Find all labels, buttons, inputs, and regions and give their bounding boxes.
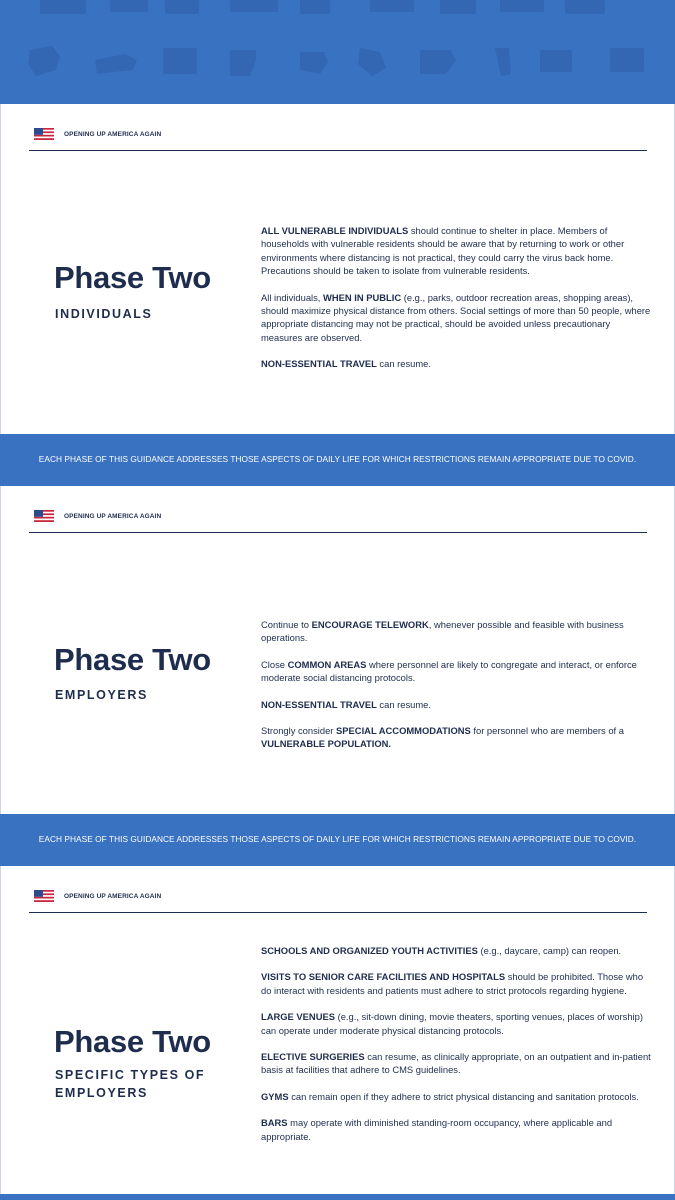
footer-text: EACH PHASE OF THIS GUIDANCE ADDRESSES THOSE ASPECTS OF DAILY LIFE FOR WHICH RESTRICTIONS REMAIN APPROPRIATE DUE TO COVID.: [38, 834, 637, 844]
body-text: for personnel who are members of a: [470, 725, 624, 737]
header-rule: [29, 532, 647, 533]
section-content: [261, 944, 651, 1156]
header-label: OPENING UP AMERICA AGAIN: [64, 130, 162, 138]
guidance-paragraph: [261, 698, 651, 711]
emphasis-text: LARGE VENUES: [261, 1011, 335, 1023]
us-flag-icon: [34, 510, 54, 522]
body-text: Close: [261, 658, 288, 670]
body-text: should continue to shelter in place. Members of households with vulnerable residents should be aware that by returning to work or other environments where distancing is not practical, they could carry the virus back home. Precautions should be taken to isolate from vulnerable residents.: [261, 225, 625, 277]
emphasis-text: GYMS: [261, 1090, 289, 1102]
phase-title: Phase Two: [54, 260, 211, 295]
emphasis-text: VULNERABLE POPULATION.: [261, 738, 392, 750]
guidance-paragraph: [261, 291, 651, 345]
emphasis-text: SCHOOLS AND ORGANIZED YOUTH ACTIVITIES: [261, 945, 478, 956]
state-silhouettes-decoration: [0, 0, 675, 104]
phase-subtitle: SPECIFIC TYPES OF EMPLOYERS: [55, 1068, 206, 1100]
section-content: [261, 224, 651, 384]
guidance-paragraph: [261, 970, 651, 997]
header-rule: [29, 912, 647, 913]
body-text: All individuals,: [261, 291, 324, 303]
header-label: OPENING UP AMERICA AGAIN: [64, 892, 162, 900]
guidance-paragraph: [261, 944, 651, 957]
emphasis-text: SPECIAL ACCOMMODATIONS: [336, 725, 471, 737]
body-text: should be prohibited. Those who do interact with residents and patients must adhere to strict protocols regarding hygiene.: [261, 971, 644, 996]
emphasis-text: NON-ESSENTIAL TRAVEL: [261, 698, 377, 710]
header-label: OPENING UP AMERICA AGAIN: [64, 512, 162, 520]
phase-subtitle: EMPLOYERS: [55, 688, 148, 702]
body-text: where personnel are likely to congregate and interact, or enforce moderate social distancing protocols.: [261, 658, 637, 684]
guidance-paragraph: [261, 1010, 651, 1037]
guidance-paragraph: [261, 658, 651, 685]
guidance-paragraph: [261, 357, 651, 370]
phase-subtitle: INDIVIDUALS: [55, 307, 153, 321]
phase-title: Phase Two: [54, 642, 211, 677]
guidance-paragraph: [261, 1090, 651, 1103]
emphasis-text: ENCOURAGE TELEWORK: [311, 619, 429, 630]
section-employers: [0, 486, 675, 814]
emphasis-text: COMMON AREAS: [287, 658, 367, 670]
guidance-paragraph: [261, 724, 651, 751]
body-text: can resume, as clinically appropriate, on an outpatient and in-patient basis at facilities that adhere to CMS guidelines.: [261, 1051, 651, 1076]
emphasis-text: WHEN IN PUBLIC: [323, 291, 402, 303]
phase-title: Phase Two: [54, 1024, 211, 1059]
body-text: (e.g., sit-down dining, movie theaters, sporting venues, places of worship) can operate under moderate physical distancing protocols.: [261, 1011, 643, 1036]
guidance-paragraph: [261, 1116, 651, 1143]
section-header: [34, 128, 161, 140]
emphasis-text: VISITS TO SENIOR CARE FACILITIES AND HOSPITALS: [261, 971, 506, 983]
us-flag-icon: [34, 128, 54, 140]
emphasis-text: ALL VULNERABLE INDIVIDUALS: [261, 225, 409, 236]
footer-band: [0, 434, 675, 486]
body-text: Strongly consider: [261, 725, 337, 737]
body-text: Continue to: [261, 619, 312, 630]
emphasis-text: NON-ESSENTIAL TRAVEL: [261, 358, 377, 370]
emphasis-text: ELECTIVE SURGERIES: [261, 1051, 365, 1063]
section-individuals: [0, 104, 675, 434]
us-flag-icon: [34, 890, 54, 902]
section-header: [34, 510, 161, 522]
section-specific-employers: [0, 866, 675, 1194]
guidance-paragraph: [261, 224, 651, 278]
header-rule: [29, 150, 647, 151]
body-text: can resume.: [376, 698, 432, 710]
section-header: [34, 890, 161, 902]
body-text: , whenever possible and feasible with business operations.: [261, 619, 624, 644]
body-text: can resume.: [376, 358, 432, 370]
body-text: can remain open if they adhere to strict physical distancing and sanitation protocols.: [288, 1090, 639, 1102]
top-banner: [0, 0, 675, 104]
guidance-paragraph: [261, 618, 651, 645]
body-text: may operate with diminished standing-room occupancy, where applicable and appropriate.: [261, 1117, 613, 1142]
footer-text: EACH PHASE OF THIS GUIDANCE ADDRESSES THOSE ASPECTS OF DAILY LIFE FOR WHICH RESTRICTIONS REMAIN APPROPRIATE DUE TO COVID.: [38, 454, 637, 464]
section-content: [261, 618, 651, 764]
guidance-paragraph: [261, 1050, 651, 1077]
emphasis-text: BARS: [261, 1117, 288, 1129]
bottom-band: [0, 1194, 675, 1200]
body-text: (e.g., daycare, camp) can reopen.: [477, 945, 622, 956]
body-text: (e.g., parks, outdoor recreation areas, shopping areas), should maximize physical distance from others. Social settings of more than 50 people, where appropriate distancing may not be practical, should be avoided unless precautionary measures are observed.: [261, 291, 651, 343]
footer-band: [0, 814, 675, 866]
